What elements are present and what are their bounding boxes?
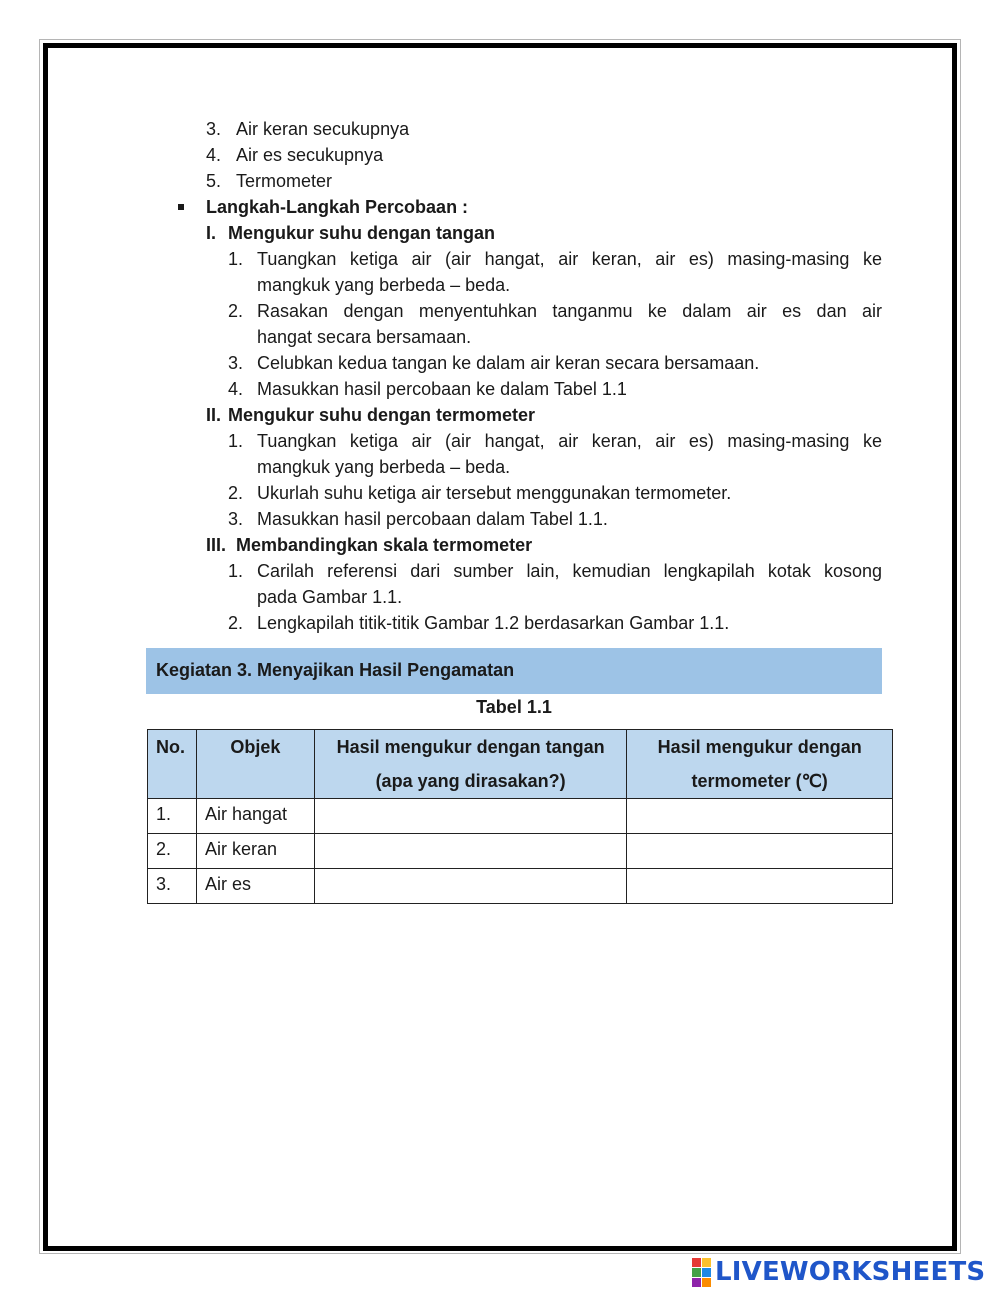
section-roman: III. bbox=[206, 535, 227, 555]
header-objek: Objek bbox=[196, 730, 314, 799]
step-text: Carilah referensi dari sumber lain, kemudian lengkapilah kotak kosong bbox=[257, 561, 882, 581]
list-item: Air es secukupnya bbox=[236, 145, 384, 165]
cell-hasil-termometer[interactable] bbox=[627, 834, 893, 869]
list-item-number: 5. bbox=[206, 171, 222, 191]
list-item-number: 3. bbox=[206, 119, 222, 139]
step-number: 1. bbox=[228, 431, 244, 451]
cell-objek: Air keran bbox=[196, 834, 314, 869]
liveworksheets-logo-text: LIVEWORKSHEETS bbox=[715, 1257, 986, 1287]
header-hasil-tangan bbox=[314, 730, 627, 799]
activity-banner-title: Kegiatan 3. Menyajikan Hasil Pengamatan bbox=[156, 660, 515, 680]
section-title: Mengukur suhu dengan tangan bbox=[228, 223, 496, 243]
step-text: Tuangkan ketiga air (air hangat, air keran, air es) masing-masing ke bbox=[257, 249, 882, 269]
square-bullet-icon bbox=[178, 204, 184, 210]
table-header-row bbox=[148, 730, 893, 799]
step-number: 3. bbox=[228, 509, 244, 529]
step-number: 2. bbox=[228, 301, 244, 321]
section-title: Mengukur suhu dengan termometer bbox=[228, 405, 536, 425]
liveworksheets-logo-icon bbox=[692, 1258, 711, 1287]
step-number: 4. bbox=[228, 379, 244, 399]
header-hasil-tangan-line2: (apa yang dirasakan?) bbox=[375, 771, 566, 791]
header-no: No. bbox=[148, 730, 197, 799]
step-text: Lengkapilah titik-titik Gambar 1.2 berdasarkan Gambar 1.1. bbox=[257, 613, 730, 633]
steps-heading: Langkah-Langkah Percobaan : bbox=[206, 197, 469, 217]
step-text-continued: mangkuk yang berbeda – beda. bbox=[257, 275, 511, 295]
step-text-continued: pada Gambar 1.1. bbox=[257, 587, 403, 607]
list-item: Air keran secukupnya bbox=[236, 119, 410, 139]
page-inner-border bbox=[43, 43, 957, 1251]
step-number: 3. bbox=[228, 353, 244, 373]
cell-no: 2. bbox=[148, 834, 197, 869]
step-text: Ukurlah suhu ketiga air tersebut menggunakan termometer. bbox=[257, 483, 732, 503]
step-number: 1. bbox=[228, 561, 244, 581]
header-hasil-termometer-line2: termometer (℃) bbox=[691, 771, 828, 791]
header-hasil-termometer-line1: Hasil mengukur dengan bbox=[657, 737, 862, 757]
cell-no: 1. bbox=[148, 799, 197, 834]
section-title: Membandingkan skala termometer bbox=[236, 535, 533, 555]
table-caption: Tabel 1.1 bbox=[476, 697, 552, 717]
cell-hasil-tangan[interactable] bbox=[314, 834, 627, 869]
header-hasil-termometer bbox=[627, 730, 893, 799]
cell-hasil-tangan[interactable] bbox=[314, 799, 627, 834]
step-text: Masukkan hasil percobaan dalam Tabel 1.1. bbox=[257, 509, 608, 529]
step-text: Rasakan dengan menyentuhkan tanganmu ke dalam air es dan air bbox=[257, 301, 882, 321]
cell-hasil-termometer[interactable] bbox=[627, 799, 893, 834]
section-roman: I. bbox=[206, 223, 217, 243]
step-text: Celubkan kedua tangan ke dalam air keran secara bersamaan. bbox=[257, 353, 760, 373]
activity-banner bbox=[146, 648, 882, 694]
table-row bbox=[148, 799, 893, 834]
results-table bbox=[147, 729, 893, 904]
section-roman: II. bbox=[206, 405, 222, 425]
step-number: 2. bbox=[228, 483, 244, 503]
cell-objek: Air es bbox=[196, 869, 314, 904]
step-text: Masukkan hasil percobaan ke dalam Tabel 1.1 bbox=[257, 379, 627, 399]
step-text: Tuangkan ketiga air (air hangat, air keran, air es) masing-masing ke bbox=[257, 431, 882, 451]
step-text-continued: hangat secara bersamaan. bbox=[257, 327, 472, 347]
table-row bbox=[148, 869, 893, 904]
list-item: Termometer bbox=[236, 171, 333, 191]
list-item-number: 4. bbox=[206, 145, 222, 165]
step-number: 2. bbox=[228, 613, 244, 633]
header-hasil-tangan-line1: Hasil mengukur dengan tangan bbox=[336, 737, 605, 757]
cell-hasil-tangan[interactable] bbox=[314, 869, 627, 904]
cell-no: 3. bbox=[148, 869, 197, 904]
cell-objek: Air hangat bbox=[196, 799, 314, 834]
table-row bbox=[148, 834, 893, 869]
step-number: 1. bbox=[228, 249, 244, 269]
liveworksheets-logo bbox=[692, 1257, 985, 1287]
cell-hasil-termometer[interactable] bbox=[627, 869, 893, 904]
step-text-continued: mangkuk yang berbeda – beda. bbox=[257, 457, 511, 477]
